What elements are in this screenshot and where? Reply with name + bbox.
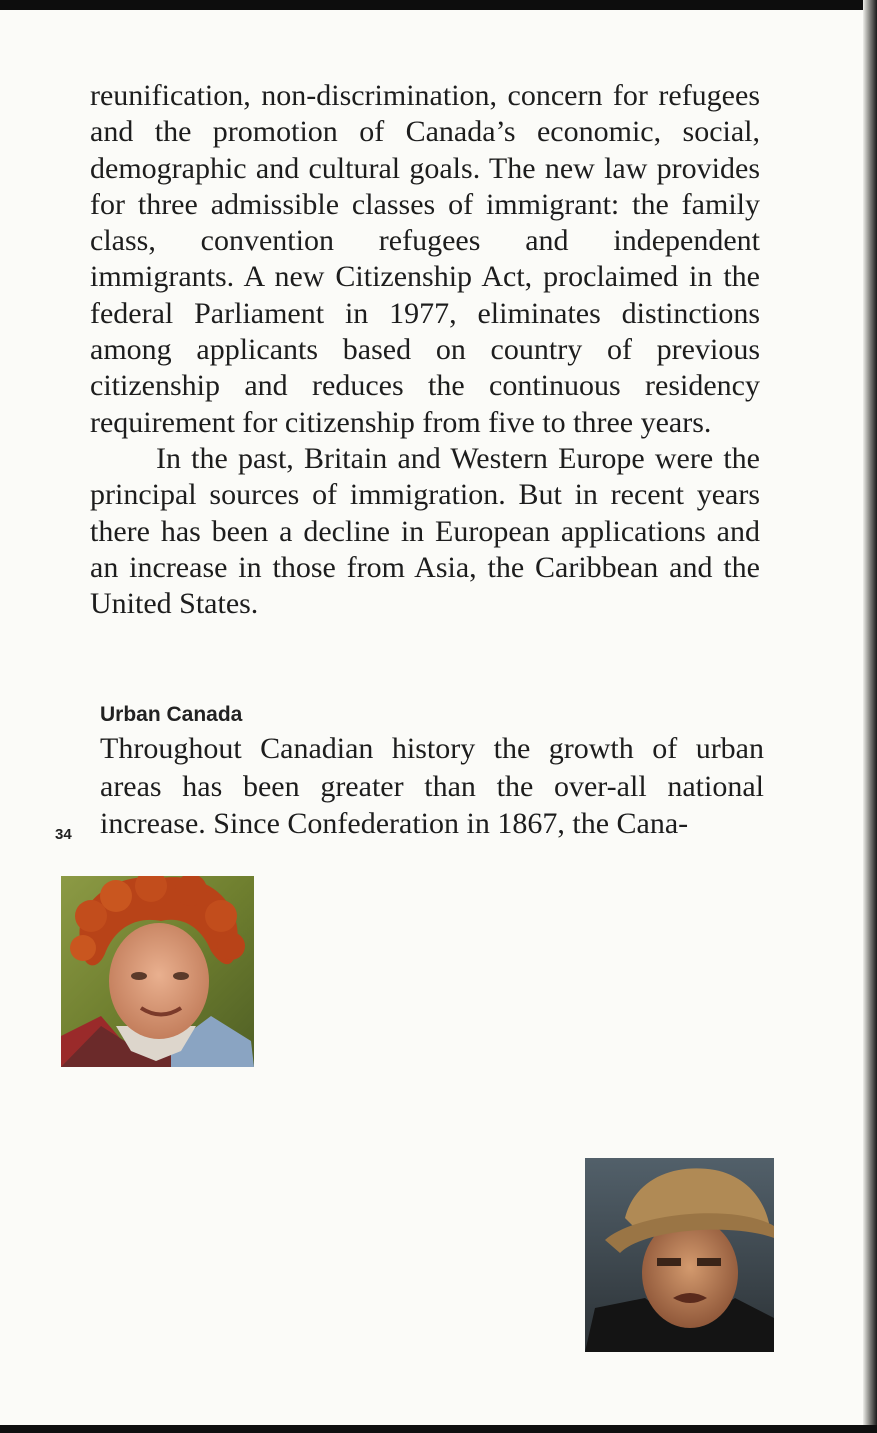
body-text xyxy=(90,78,760,622)
section-heading: Urban Canada xyxy=(100,703,243,726)
scan-top-border xyxy=(0,0,877,10)
scan-right-edge xyxy=(863,0,877,1433)
photo-man-in-straw-hat xyxy=(585,1158,774,1352)
paragraph-1: reunification, non-discrimination, concern for refugees and the promotion of Canada’s economic, social, demographic and cultural goals. The new law provides for three admissible classes of immigrant: the family class, convention refugees and independent immigrants. A new Citizenship Act, proclaimed in the federal Parliament in 1977, eliminates distinctions among applicants based on country of previous citizenship and reduces the continuous residency requirement for citizenship from five to three years. xyxy=(90,79,760,439)
section-paragraph: Throughout Canadian history the growth of urban areas has been greater than the over-all national increase. Since Confederation in 1867, the Cana- xyxy=(100,732,764,840)
scan-bottom-border xyxy=(0,1425,877,1433)
photo-red-haired-boy xyxy=(61,876,254,1067)
page-number: 34 xyxy=(55,826,72,843)
paragraph-2: In the past, Britain and Western Europe were the principal sources of immigration. But in recent years there has been a decline in European applications and an increase in those from Asia, the Caribbean and the United States. xyxy=(90,441,760,621)
